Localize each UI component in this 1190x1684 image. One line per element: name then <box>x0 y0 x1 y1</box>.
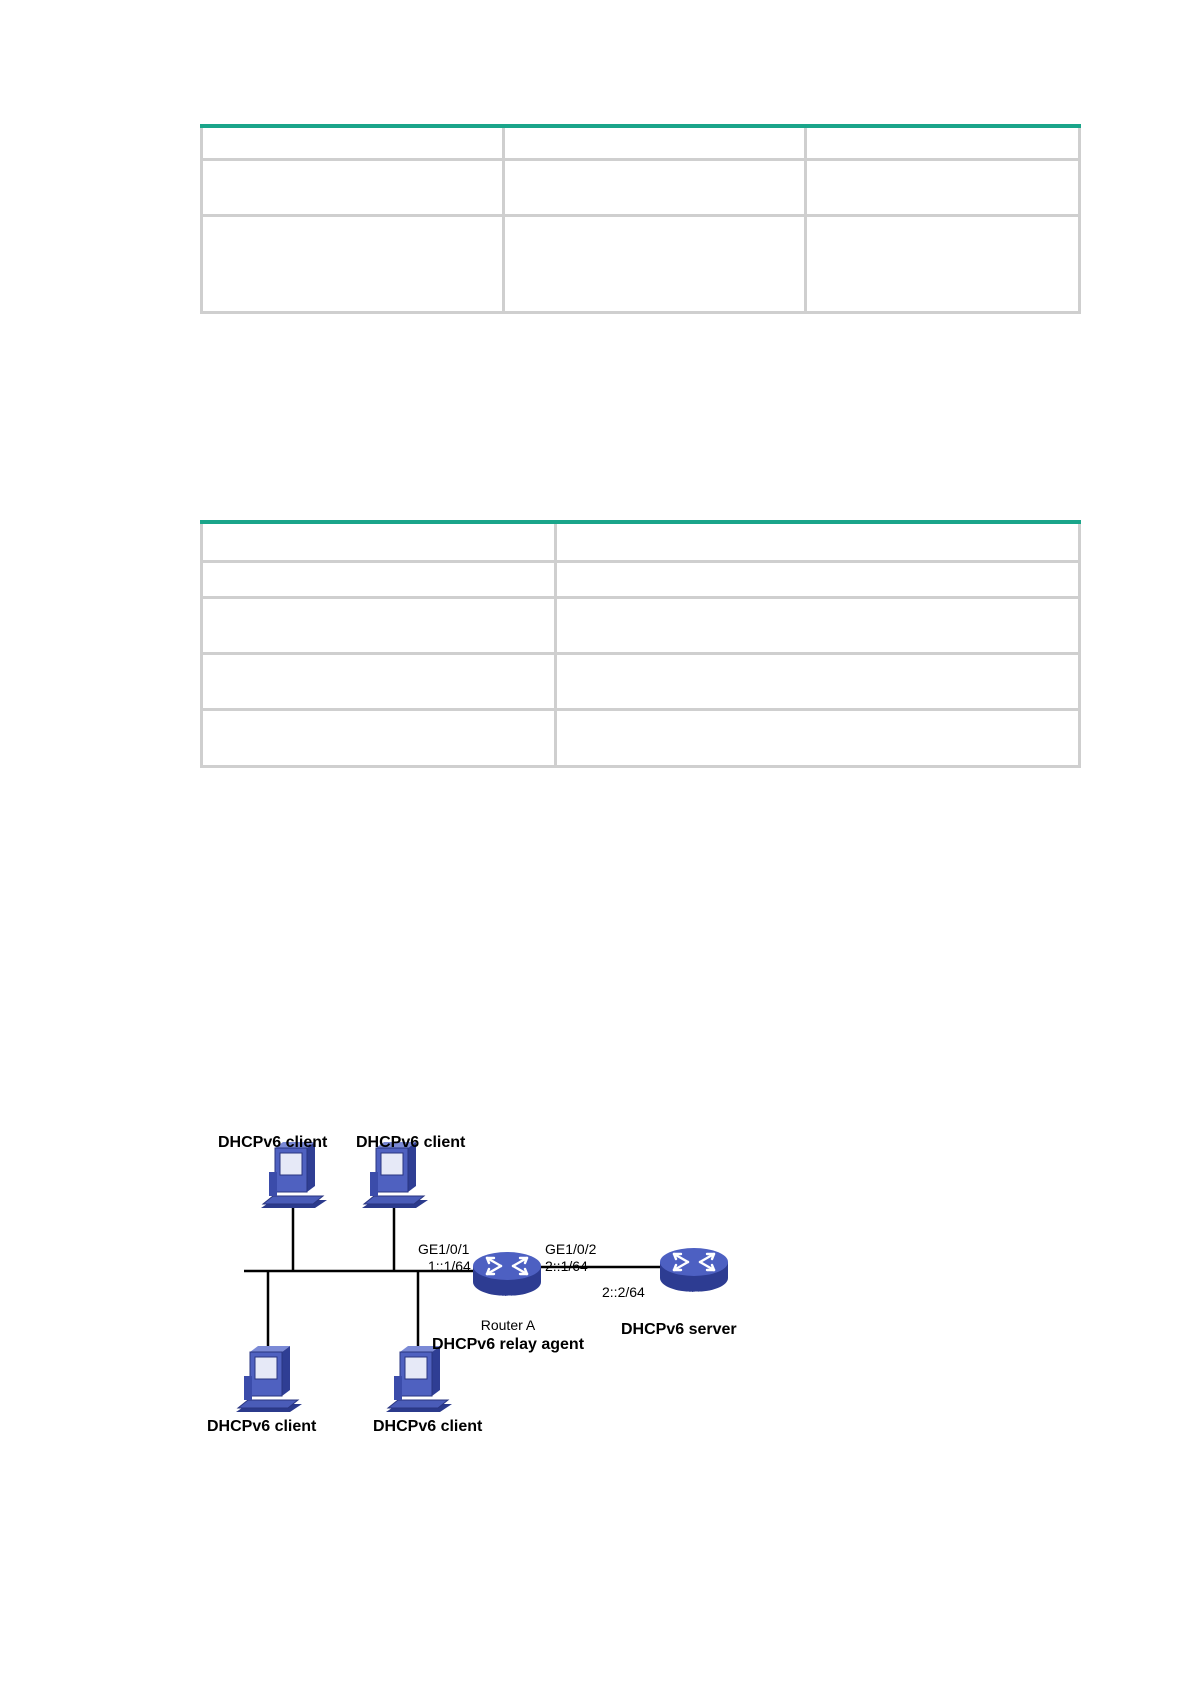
server-address: 2::2/64 <box>602 1284 645 1300</box>
client-label-bottom-right: DHCPv6 client <box>373 1418 483 1435</box>
router-a-name: Router A <box>480 1317 536 1333</box>
client-label-top-right: DHCPv6 client <box>356 1134 466 1151</box>
port-2-address: 2::1/64 <box>545 1258 588 1274</box>
port-2-label: GE1/0/2 <box>545 1241 597 1257</box>
router-a-icon <box>473 1252 541 1302</box>
pc-bottom-right-icon <box>386 1346 452 1412</box>
server-icon-text: ROUTER <box>681 1292 707 1298</box>
pc-top-left-icon <box>261 1142 327 1208</box>
server-router-icon <box>660 1248 728 1298</box>
server-role-label: DHCPv6 server <box>621 1321 737 1338</box>
pc-top-right-icon <box>362 1142 428 1208</box>
router-a-role: DHCPv6 relay agent <box>431 1336 585 1353</box>
client-label-bottom-left: DHCPv6 client <box>207 1418 317 1435</box>
port-1-address: 1::1/64 <box>428 1258 471 1274</box>
network-links <box>244 1198 662 1352</box>
client-label-top-left: DHCPv6 client <box>218 1134 328 1151</box>
pc-bottom-left-icon <box>236 1346 302 1412</box>
port-1-label: GE1/0/1 <box>418 1241 470 1257</box>
router-a-icon-text: ROUTER <box>494 1296 520 1302</box>
